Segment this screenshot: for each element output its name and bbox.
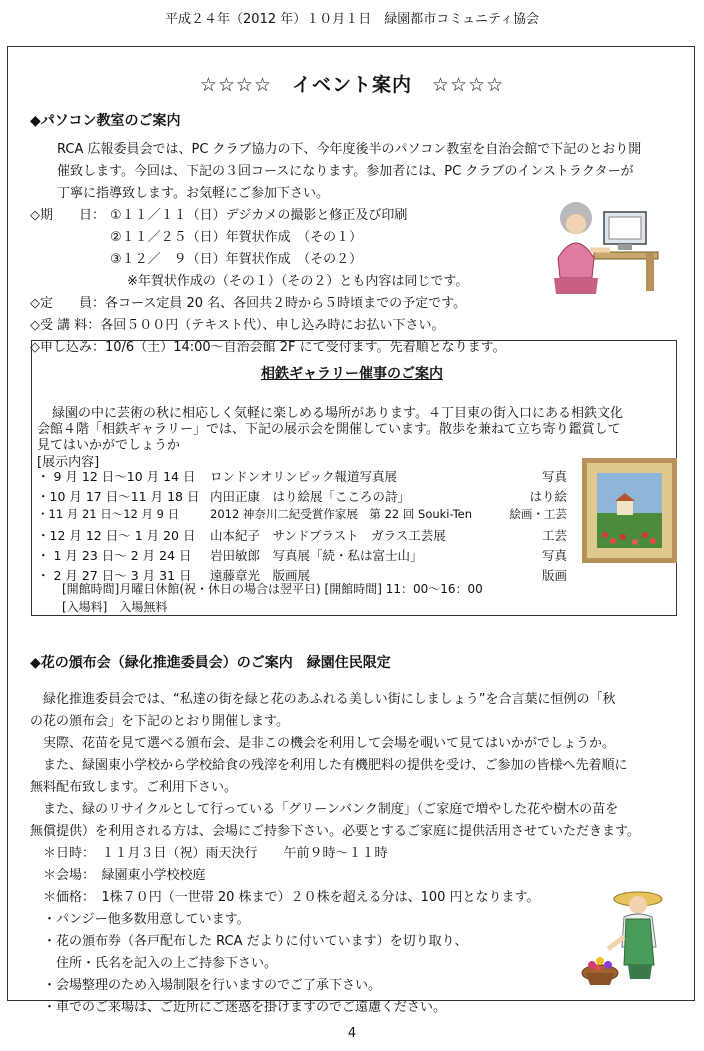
flower-heading: ◆花の頒布会（緑化推進委員会）のご案内 緑園住民限定 [30,655,391,671]
flower-detail: ＊日時： １１月３日（祝）雨天決行 午前９時～１１時 [43,846,388,861]
page-title: ☆☆☆☆ イベント案内 ☆☆☆☆ [199,74,505,96]
exhibit-date: ・ 2 月 27 日～ 3 月 31 日 [37,568,192,583]
gardener-illustration [580,887,676,987]
exhibit-row [37,467,567,485]
exhibit-title: 2012 神奈川二紀受賞作家展 第 22 回 Souki-Ten [210,507,473,521]
pc-intro-line: RCA 広報委員会では、PC クラブ協力の下、今年度後半のパソコン教室を自治会館で下記のとおり開 [57,142,642,157]
pc-date-item: ①１１／１１（日）デジカメの撮影と修正及び印刷 [110,208,408,223]
flower-para-line: 実際、花苗を見て選べる頒布会、是非この機会を利用して会場を覗いて見てはいかがでしょうか。 [43,736,616,751]
gallery-intro-line: 緑園の中に芸術の秋に相応しく気軽に楽しめる場所があります。４丁目東の街入口にある相鉄文化 [52,406,623,421]
exhibit-category: 工芸 [541,528,567,543]
page-header: 平成２４年（2012 年）１０月１日 緑園都市コミュニティ協会 [165,12,539,27]
flower-detail: ＊会場： 緑園東小学校校庭 [43,868,206,883]
exhibit-title: ロンドンオリンピック報道写真展 [210,469,398,484]
flower-para-line: また、緑のリサイクルとして行っている「グリーンバンク制度」（ご家庭で増やした花や樹木の苗を [43,802,619,817]
gallery-title: 相鉄ギャラリー催事のご案内 [261,366,443,382]
exhibit-category: 写真 [541,469,567,484]
pc-capacity: ◇定 員：各コース定員 20 名、各回共２時から５時頃までの予定です。 [30,296,467,311]
exhibit-category: 写真 [541,548,567,563]
exhibit-row [37,546,567,564]
flower-detail: 住所・氏名を記入の上ご持参下さい。 [43,956,278,971]
pc-date-label: ◇期 日： [30,208,105,223]
exhibit-title: 遠藤章光 版画展 [210,568,311,583]
exhibit-title: 内田正康 はり絵展「こころの詩」 [210,489,411,504]
flower-para-line: 緑化推進委員会では、“私達の街を緑と花のあふれる美しい街にしましょう”を合言葉に恒例の「秋 [43,692,616,707]
pc-intro-line: 催致します。今回は、下記の３回コースになります。参加者には、PC クラブのインストラクターが [57,164,634,179]
pc-date-note: ※年賀状作成の（その１）（その２）とも内容は同じです。 [127,274,469,289]
gallery-intro-line: 見てはいかがでしょうか [37,438,181,453]
flower-para-line: 無料配布致します。ご利用下さい。 [30,780,237,795]
exhibit-row [37,506,567,524]
exhibit-category: 版画 [541,568,567,583]
exhibit-date: ・12 月 12 日～ 1 月 20 日 [37,528,196,543]
flower-detail: ・会場整理のため入場制限を行いますのでご了承下さい。 [43,978,382,993]
flower-para-line: また、緑園東小学校から学校給食の残滓を利用した有機肥料の提供を受け、ご参加の皆様へ先着順に [43,758,628,773]
exhibit-title: 岩田敏郎 写真展「続・私は富士山」 [210,548,423,563]
exhibit-title: 山本紀子 サンドブラスト ガラス工芸展 [210,528,446,543]
pc-intro-line: 丁寧に指導致します。お気軽にご参加下さい。 [57,186,329,201]
person-at-computer-illustration [546,198,662,298]
pc-date-item: ③１２／ ９（日）年賀状作成 （その２） [110,252,363,267]
framed-painting-image [582,458,677,563]
flower-para-line: の花の頒布会」を下記のとおり開催します。 [30,714,289,729]
pc-date-item: ②１１／２５（日）年賀状作成 （その１） [110,230,363,245]
gallery-hours: [開館時間]月曜日休館(祝・休日の場合は翌平日) [開館時間] 11：00～16：00 [62,582,483,596]
pc-fee: ◇受 講 料：各回５００円（テキスト代）、申し込み時にお払い下さい。 [30,318,445,333]
flower-detail: ＊価格： 1株７０円（一世帯 20 株まで）２０株を超える分は、100 円となります。 [43,890,540,905]
exhibit-category: 絵画・工芸 [509,507,567,521]
flower-detail: ・パンジー他多数用意しています。 [43,912,250,927]
flower-detail: ・花の頒布券（各戸配布した RCA だよりに付いています）を切り取り、 [43,934,468,949]
exhibit-date: ・10 月 17 日～11 月 18 日 [37,489,200,504]
flower-detail: ・車でのご来場は、ご近所にご迷惑を掛けますのでご遠慮ください。 [43,1000,447,1015]
page-number: 4 [347,1026,357,1041]
gallery-list-label: [展示内容] [37,455,100,470]
pc-heading: ◆パソコン教室のご案内 [30,113,181,129]
gallery-intro-line: 会館４階「相鉄ギャラリー」では、下記の展示会を開催しています。散歩を兼ねて立ち寄り鑑賞して [37,422,621,437]
exhibit-category: はり絵 [529,489,567,504]
exhibit-date: ・11 月 21 日～12 月 9 日 [37,507,180,521]
pc-apply: ◇申し込み：10/6（土）14:00～自治会館 2F にて受付ます。先着順となります。 [30,340,506,355]
gallery-admission: [入場料] 入場無料 [62,600,168,614]
exhibit-date: ・ 9 月 12 日～10 月 14 日 [37,469,196,484]
exhibit-row [37,526,567,544]
exhibit-row [37,487,567,505]
exhibit-date: ・ 1 月 23 日～ 2 月 24 日 [37,548,192,563]
flower-para-line: 無償提供）を利用される方は、会場にご持参下さい。必要とするご家庭に提供活用させていただきます。 [30,824,640,839]
